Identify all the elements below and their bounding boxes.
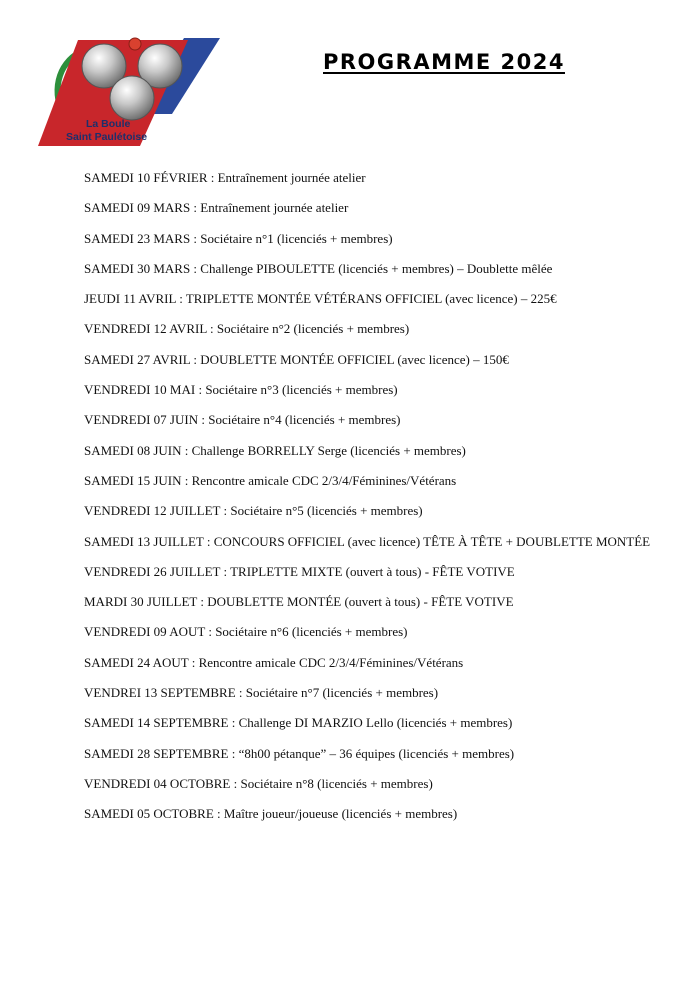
event-item: SAMEDI 13 JUILLET : CONCOURS OFFICIEL (avec licence) TÊTE À TÊTE + DOUBLETTE MONTÉE [84, 533, 651, 549]
event-item: VENDREDI 07 JUIN : Sociétaire n°4 (licenciés + membres) [84, 412, 401, 428]
event-item: VENDREDI 12 JUILLET : Sociétaire n°5 (licenciés + membres) [84, 503, 423, 519]
logo-jack-ball [129, 38, 141, 50]
event-item: SAMEDI 15 JUIN : Rencontre amicale CDC 2/3/4/Féminines/Vétérans [84, 472, 457, 488]
event-item: VENDREDI 26 JUILLET : TRIPLETTE MIXTE (ouvert à tous) - FÊTE VOTIVE [84, 563, 515, 579]
event-item: VENDREDI 10 MAI : Sociétaire n°3 (licenciés + membres) [84, 382, 398, 398]
logo-boule-bottom [110, 76, 154, 120]
event-item: SAMEDI 30 MARS : Challenge PIBOULETTE (licenciés + membres) – Doublette mêlée [84, 260, 553, 276]
event-list [84, 168, 650, 835]
event-item: JEUDI 11 AVRIL : TRIPLETTE MONTÉE VÉTÉRANS OFFICIEL (avec licence) – 225€ [84, 291, 557, 307]
logo-text-line2: Saint Paulétoise [66, 131, 148, 143]
event-item: VENDREI 13 SEPTEMBRE : Sociétaire n°7 (licenciés + membres) [84, 685, 439, 701]
club-logo-graphic [36, 34, 222, 150]
event-item: SAMEDI 23 MARS : Sociétaire n°1 (licenciés + membres) [84, 230, 393, 246]
event-item: MARDI 30 JUILLET : DOUBLETTE MONTÉE (ouvert à tous) - FÊTE VOTIVE [84, 594, 514, 610]
event-item: VENDREDI 09 AOUT : Sociétaire n°6 (licenciés + membres) [84, 624, 408, 640]
event-item: SAMEDI 05 OCTOBRE : Maître joueur/joueuse (licenciés + membres) [84, 806, 458, 822]
event-item: SAMEDI 27 AVRIL : DOUBLETTE MONTÉE OFFICIEL (avec licence) – 150€ [84, 351, 509, 367]
event-item: SAMEDI 28 SEPTEMBRE : “8h00 pétanque” – 36 équipes (licenciés + membres) [84, 745, 515, 761]
event-item: VENDREDI 04 OCTOBRE : Sociétaire n°8 (licenciés + membres) [84, 775, 433, 791]
event-item: SAMEDI 24 AOUT : Rencontre amicale CDC 2/3/4/Féminines/Vétérans [84, 654, 464, 670]
event-item: VENDREDI 12 AVRIL : Sociétaire n°2 (licenciés + membres) [84, 321, 410, 337]
event-item: SAMEDI 09 MARS : Entraînement journée atelier [84, 200, 349, 216]
page-title: PROGRAMME 2024 [323, 50, 565, 74]
event-item: SAMEDI 10 FÉVRIER : Entraînement journée atelier [84, 170, 366, 185]
event-item: SAMEDI 08 JUIN : Challenge BORRELLY Serge (licenciés + membres) [84, 442, 466, 458]
event-item: SAMEDI 14 SEPTEMBRE : Challenge DI MARZIO Lello (licenciés + membres) [84, 715, 513, 731]
logo-text-line1: La Boule [86, 118, 131, 130]
club-logo [36, 34, 222, 150]
